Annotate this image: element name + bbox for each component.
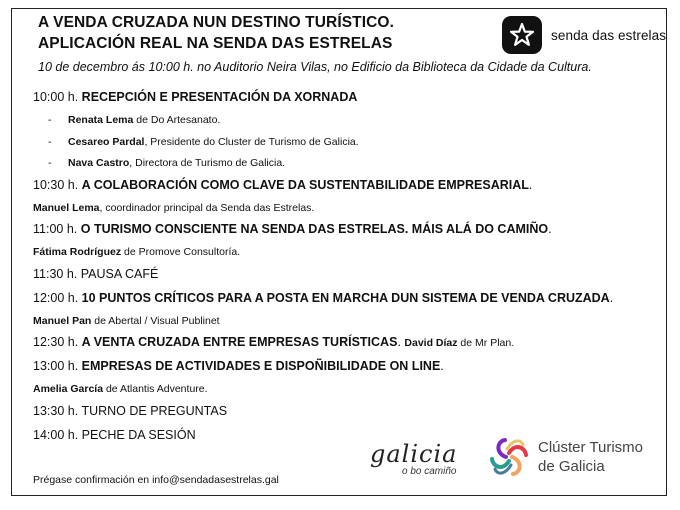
speaker-bullet: - Cesareo Pardal, Presidente do Cluster de Turismo de Galicia. — [48, 136, 359, 148]
logo-text: senda das estrelas — [551, 27, 667, 43]
speaker-name: Manuel Pan — [33, 315, 92, 327]
agenda-time: 14:00 h. — [33, 428, 79, 442]
agenda-item-9 — [33, 427, 196, 443]
page-title-line2: APLICACIÓN REAL NA SENDA DAS ESTRELAS — [38, 35, 393, 52]
cluster-turismo-logo — [488, 436, 643, 478]
galicia-logo — [362, 440, 470, 482]
agenda-item-3 — [33, 221, 552, 237]
agenda-item-8 — [33, 403, 227, 419]
confirmation-note: Prégase confirmación en info@sendadasestrelas.gal — [33, 474, 279, 486]
agenda-title: A VENTA CRUZADA ENTRE EMPRESAS TURÍSTICAS — [81, 335, 398, 349]
star-icon — [502, 16, 542, 54]
speaker-name: Amelia García — [33, 383, 104, 395]
agenda-time: 11:00 h. — [33, 222, 78, 236]
agenda-title: 10 PUNTOS CRÍTICOS PARA A POSTA EN MARCHA DUN SISTEMA DE VENDA CRUZADA — [81, 291, 610, 305]
senda-das-estrelas-logo — [502, 16, 666, 54]
agenda-time: 10:00 h. — [33, 90, 79, 104]
agenda-time: 12:30 h. — [33, 335, 79, 349]
agenda-item-6 — [33, 334, 514, 350]
speaker-bullet: - Renata Lema de Do Artesanato. — [48, 114, 221, 126]
agenda-item-1 — [33, 89, 357, 105]
agenda-title-end: . — [548, 222, 552, 236]
cluster-name-line2: de Galicia — [538, 458, 605, 475]
speaker-name: Manuel Lema — [33, 202, 100, 214]
galicia-wordmark: galicia — [370, 440, 458, 468]
galicia-tagline: o bo camiño — [402, 466, 457, 477]
agenda-time: 13:30 h. — [33, 404, 79, 418]
cluster-swirl-icon — [488, 436, 530, 478]
speaker-line — [33, 382, 208, 396]
speaker-role: de Mr Plan. — [457, 337, 515, 349]
agenda-title: TURNO DE PREGUNTAS — [81, 404, 228, 418]
speaker-name: Nava Castro — [68, 157, 130, 169]
speaker-name: David Díaz — [404, 337, 458, 349]
agenda-item-5 — [33, 290, 613, 306]
agenda-title: O TURISMO CONSCIENTE NA SENDA DAS ESTRELAS. MÁIS ALÁ DO CAMIÑO — [80, 222, 549, 236]
agenda-time: 10:30 h. — [33, 178, 79, 192]
agenda-title: PECHE DA SESIÓN — [81, 428, 196, 442]
speaker-role: , Presidente do Cluster de Turismo de Galicia. — [144, 136, 359, 148]
speaker-role: , coordinador principal da Senda das Estrelas. — [99, 202, 315, 214]
agenda-title-end: . — [440, 359, 444, 373]
speaker-bullet: - Nava Castro, Directora de Turismo de Galicia. — [48, 157, 286, 169]
speaker-line — [33, 245, 240, 259]
agenda-title: RECEPCIÓN E PRESENTACIÓN DA XORNADA — [81, 90, 358, 104]
event-subtitle: 10 de decembro ás 10:00 h. no Auditorio Neira Vilas, no Edificio da Biblioteca da Cidade da Cultura. — [38, 60, 592, 74]
agenda-time: 11:30 h. — [33, 267, 78, 281]
agenda-title: A COLABORACIÓN COMO CLAVE DA SUSTENTABILIDADE EMPRESARIAL — [81, 178, 529, 192]
agenda-title-end: . — [397, 335, 401, 349]
agenda-time: 13:00 h. — [33, 359, 79, 373]
agenda-time: 12:00 h. — [33, 291, 79, 305]
page-title-line1: A VENDA CRUZADA NUN DESTINO TURÍSTICO. — [38, 14, 394, 31]
agenda-title-end: . — [609, 291, 614, 305]
agenda-title: EMPRESAS DE ACTIVIDADES E DISPOÑIBILIDADE ON LINE — [81, 359, 441, 373]
speaker-role: de Abertal / Visual Publinet — [91, 315, 220, 327]
speaker-name: Cesareo Pardal — [68, 136, 145, 148]
speaker-name: Renata Lema — [68, 114, 134, 126]
agenda-item-4 — [33, 266, 158, 282]
agenda-item-7 — [33, 358, 444, 374]
speaker-line — [33, 201, 314, 215]
speaker-role: , Directora de Turismo de Galicia. — [129, 157, 286, 169]
agenda-title: PAUSA CAFÉ — [80, 267, 159, 281]
cluster-name-line1: Clúster Turismo — [538, 439, 644, 456]
speaker-role: de Atlantis Adventure. — [103, 383, 208, 395]
speaker-role: de Promove Consultoría. — [121, 246, 241, 258]
speaker-line — [33, 314, 220, 328]
agenda-item-2 — [33, 177, 532, 193]
agenda-title-end: . — [528, 178, 533, 192]
speaker-name: Fátima Rodríguez — [33, 246, 122, 258]
speaker-role: de Do Artesanato. — [133, 114, 221, 126]
